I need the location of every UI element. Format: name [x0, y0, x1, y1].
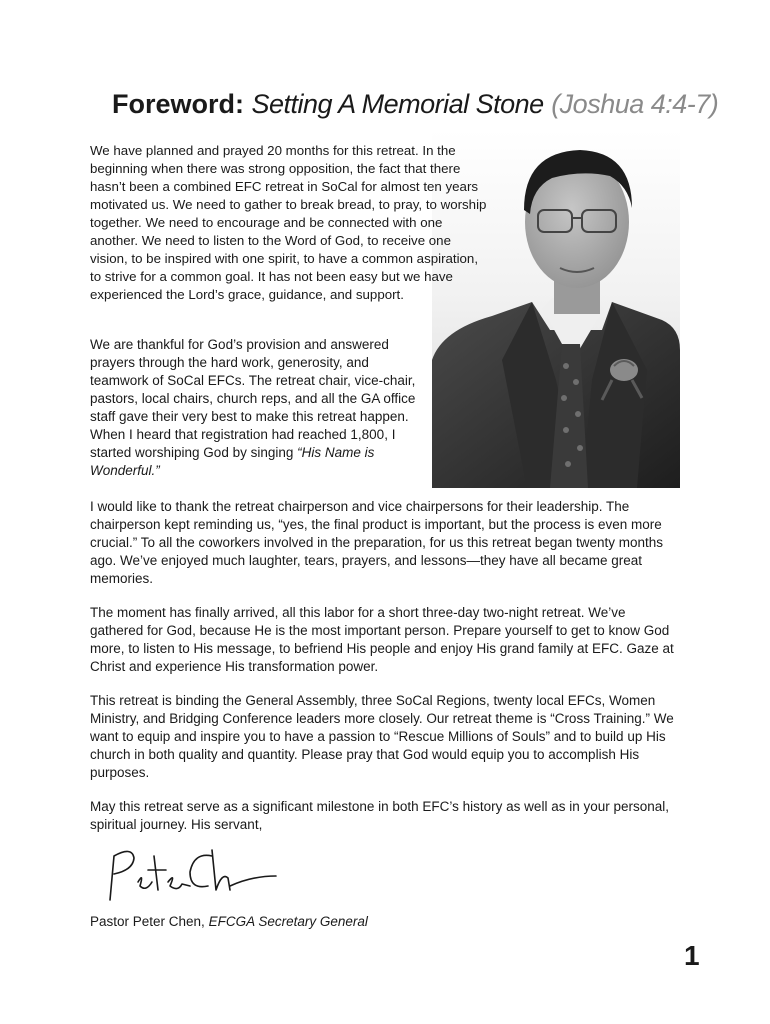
- paragraph-closing: May this retreat serve as a significant milestone in both EFC’s history as well as in your personal, spiritual journey. His servant,: [90, 799, 670, 832]
- author-name: Pastor Peter Chen,: [90, 914, 205, 929]
- paragraph-planning: We have planned and prayed 20 months for this retreat. In the beginning when there was strong opposition, the fact that there hasn’t been a combined EFC retreat in SoCal for almost ten years motivated us. We need to gather to break bread, to pray, to worship together. We need to encourage and be connected with one another. We need to listen to the Word of God, to receive one vision, to be inspired with one spirit, to have a common aspiration, to strive for a common goal. It has not been easy but we have experienced the Lord’s grace, guidance, and support.: [90, 143, 487, 302]
- title-scripture-reference: (Joshua 4:4-7): [551, 89, 719, 119]
- handwritten-signature: [100, 842, 280, 904]
- paragraph-chairpersons: I would like to thank the retreat chairperson and vice chairpersons for their leadership. The chairperson kept reminding us, “yes, the final product is important, but the process is even more crucial.” To all the coworkers involved in the preparation, for us this retreat began twenty months ago. We’ve enjoyed much laughter, tears, prayers, and lessons—they have all became great memories.: [90, 499, 664, 586]
- author-role: EFCGA Secretary General: [208, 914, 368, 929]
- paragraph-retreat-theme: This retreat is binding the General Assembly, three SoCal Regions, twenty local EFCs, Women Ministry, and Bridging Conference leaders more closely. Our retreat theme is “Cross Training.” We want to equip and inspire you to have a passion to “Rescue Millions of Souls” and to build up His church in both quality and quantity. Please pray that God would equip you to accomplish His purposes.: [90, 693, 674, 780]
- paragraph-moment-arrived: The moment has finally arrived, all this labor for a short three-day two-night retreat. We’ve gathered for God, because He is the most important person. Prepare yourself to get to know God more, to listen to His message, to befriend His people and enjoy His grand family at EFC. Gaze at Christ and experience His transformation power.: [90, 605, 674, 674]
- title-foreword: Foreword:: [112, 89, 244, 119]
- paragraph-thanks: [90, 336, 430, 480]
- paragraph-thanks-text: We are thankful for God’s provision and answered prayers through the hard work, generosity, and teamwork of SoCal EFCs. The retreat chair, vice-chair, pastors, local chairs, church reps, and all the GA office staff gave their very best to make this retreat happen. When I heard that registration had reached 1,800, I started worshiping God by singing: [90, 337, 416, 460]
- author-attribution: [90, 912, 368, 932]
- title-subject: Setting A Memorial Stone: [251, 89, 544, 119]
- page-number: 1: [684, 940, 700, 971]
- page-title: [112, 86, 718, 122]
- song-title: “His Name is Wonderful.”: [90, 445, 375, 478]
